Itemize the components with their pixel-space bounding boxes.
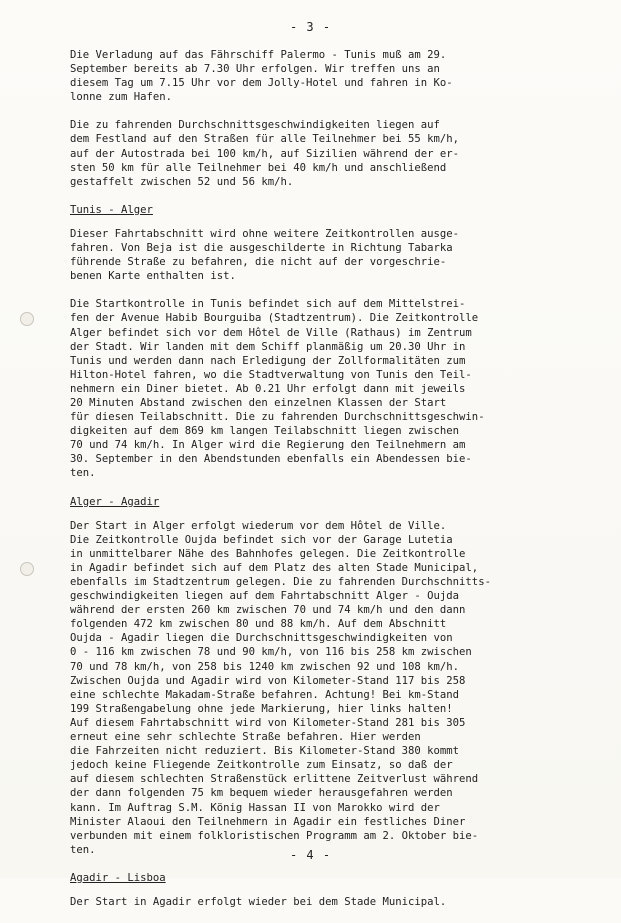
text-line: fahren. Von Beja ist die ausgeschilderte in Richtung Tabarka <box>70 242 453 255</box>
text-line: der dann folgenden 75 km bequem wieder herausgefahren werden <box>70 787 453 800</box>
text-line: Tunis und werden dann nach Erledigung der Zollformalitäten zum <box>70 354 466 367</box>
text-line: 199 Straßengabelung ohne jede Markierung, hier links halten! <box>70 702 453 715</box>
text-line: die Fahrzeiten nicht reduziert. Bis Kilometer-Stand 380 kommt <box>70 745 460 758</box>
text-line: für diesen Teilabschnitt. Die zu fahrenden Durchschnittsgeschwin- <box>70 411 485 424</box>
text-line: in Agadir befindet sich auf dem Platz des alten Stade Municipal, <box>70 561 479 574</box>
text-line: diesem Tag um 7.15 Uhr vor dem Jolly-Hotel und fahren in Ko- <box>70 77 453 90</box>
text-line: jedoch keine Fliegende Zeitkontrolle zum Einsatz, so daß der <box>70 759 453 772</box>
document-body <box>70 48 610 923</box>
text-line: nehmern ein Diner bietet. Ab 0.21 Uhr erfolgt dann mit jeweils <box>70 382 466 395</box>
text-line: 0 - 116 km zwischen 78 und 90 km/h, von 116 bis 258 km zwischen <box>70 646 472 659</box>
text-line: führende Straße zu befahren, die nicht auf der vorgeschrie- <box>70 256 447 269</box>
text-line: lonne zum Hafen. <box>70 91 173 104</box>
text-line: Zwischen Oujda und Agadir wird von Kilometer-Stand 117 bis 258 <box>70 674 466 687</box>
text-line: eine schlechte Makadam-Straße befahren. Achtung! Bei km-Stand <box>70 688 460 701</box>
header-page-number: - 3 - <box>289 20 332 34</box>
text-line: ten. <box>70 467 96 480</box>
text-line: Oujda - Agadir liegen die Durchschnittsgeschwindigkeiten von <box>70 632 453 645</box>
text-line: 70 und 78 km/h, von 258 bis 1240 km zwischen 92 und 108 km/h. <box>70 660 460 673</box>
text-line: geschwindigkeiten liegen auf dem Fahrtabschnitt Alger - Oujda <box>70 590 460 603</box>
text-line: der Stadt. Wir landen mit dem Schiff planmäßig um 20.30 Uhr in <box>70 340 466 353</box>
text-line: Die Startkontrolle in Tunis befindet sich auf dem Mittelstrei- <box>70 298 466 311</box>
text-line: 20 Minuten Abstand zwischen den einzelnen Klassen der Start <box>70 396 447 409</box>
text-line: Die Zeitkontrolle Oujda befindet sich vor der Garage Lutetia <box>70 533 453 546</box>
text-line: auf diesem schlechten Straßenstück erlittene Zeitverlust während <box>70 773 479 786</box>
text-line: sten 50 km für alle Teilnehmer bei 40 km/h und anschließend <box>70 161 447 174</box>
paragraph <box>70 118 610 188</box>
text-line: Der Start in Alger erfolgt wiederum vor dem Hôtel de Ville. <box>70 519 447 532</box>
text-line: Hilton-Hotel fahren, wo die Stadtverwaltung von Tunis den Teil- <box>70 368 472 381</box>
text-line: kann. Im Auftrag S.M. König Hassan II von Marokko wird der <box>70 801 440 814</box>
paragraph <box>70 227 610 283</box>
section-heading: Agadir - Lisboa <box>70 871 166 884</box>
text-line: Der Start in Agadir erfolgt wieder bei dem Stade Municipal. <box>70 895 447 908</box>
section-heading: Tunis - Alger <box>70 203 153 216</box>
text-line: digkeiten auf dem 869 km langen Teilabschnitt liegen zwischen <box>70 425 460 438</box>
text-line: 70 und 74 km/h. In Alger wird die Regierung den Teilnehmern am <box>70 439 466 452</box>
text-line: Minister Alaoui den Teilnehmern in Agadir ein festliches Diner <box>70 815 466 828</box>
text-line: fen der Avenue Habib Bourguiba (Stadtzentrum). Die Zeitkontrolle <box>70 312 479 325</box>
punch-hole-top <box>20 312 34 326</box>
text-line: erneut eine sehr schlechte Straße befahren. Hier werden <box>70 731 421 744</box>
text-line: dem Festland auf den Straßen für alle Teilnehmer bei 55 km/h, <box>70 133 460 146</box>
text-line: benen Karte enthalten ist. <box>70 270 236 283</box>
paragraph <box>70 519 610 857</box>
paragraph <box>70 895 610 909</box>
text-line: Auf diesem Fahrtabschnitt wird von Kilometer-Stand 281 bis 305 <box>70 716 466 729</box>
text-line: gestaffelt zwischen 52 und 56 km/h. <box>70 175 294 188</box>
text-line: September bereits ab 7.30 Uhr erfolgen. Wir treffen uns an <box>70 63 440 76</box>
text-line: ten. <box>70 843 96 856</box>
text-line: 30. September in den Abendstunden ebenfalls ein Abendessen bie- <box>70 453 472 466</box>
text-line: während der ersten 260 km zwischen 70 und 74 km/h und den dann <box>70 604 466 617</box>
text-line: folgenden 472 km zwischen 80 und 88 km/h. Auf dem Abschnitt <box>70 618 447 631</box>
text-line: ebenfalls im Stadtzentrum gelegen. Die zu fahrenden Durchschnitts- <box>70 576 491 588</box>
text-line: Alger befindet sich vor dem Hôtel de Ville (Rathaus) im Zentrum <box>70 326 472 339</box>
text-line: in unmittelbarer Nähe des Bahnhofes gelegen. Die Zeitkontrolle <box>70 547 466 560</box>
text-line: verbunden mit einem folkloristischen Programm am 2. Oktober bie- <box>70 829 479 842</box>
paragraph <box>70 297 610 480</box>
text-line: Dieser Fahrtabschnitt wird ohne weitere Zeitkontrollen ausge- <box>70 227 460 240</box>
punch-hole-bottom <box>20 562 34 576</box>
paragraph <box>70 48 610 104</box>
footer-page-number: - 4 - <box>289 848 332 862</box>
text-line: auf der Autostrada bei 100 km/h, auf Sizilien während der er- <box>70 147 460 160</box>
text-line: Die zu fahrenden Durchschnittsgeschwindigkeiten liegen auf <box>70 119 440 132</box>
text-line: Die Verladung auf das Fährschiff Palermo - Tunis muß am 29. <box>70 49 447 61</box>
section-heading: Alger - Agadir <box>70 495 160 508</box>
